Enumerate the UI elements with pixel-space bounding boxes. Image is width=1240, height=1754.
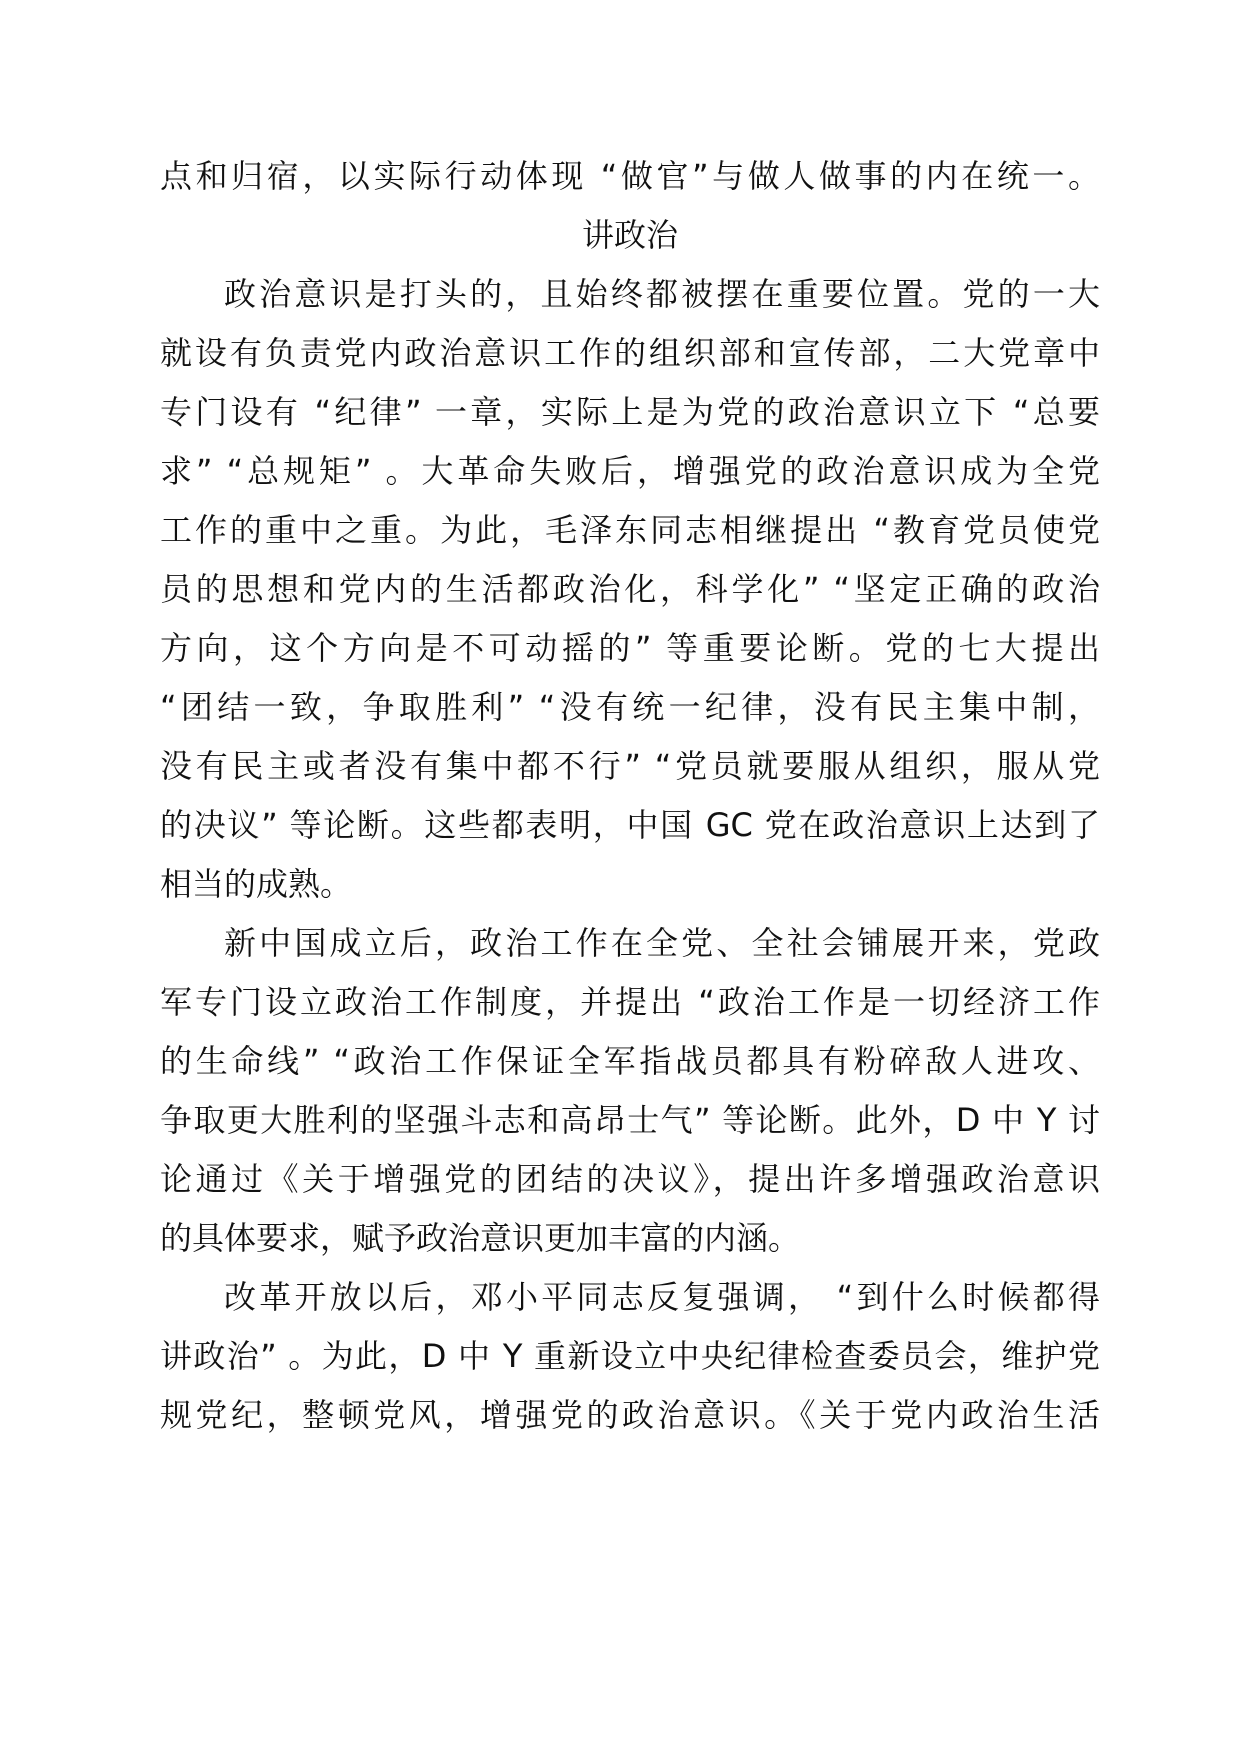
text-line: 新中国成立后，政治工作在全党、全社会铺展开来，党政: [224, 924, 1100, 962]
text-line: 军专门设立政治工作制度，并提出 “政治工作是一切经济工作: [160, 983, 1100, 1021]
text-line: 求” “总规矩” 。大革命失败后，增强党的政治意识成为全党: [160, 452, 1100, 490]
text-line: 没有民主或者没有集中都不行” “党员就要服从组织，服从党: [160, 747, 1100, 785]
text-line: 的具体要求，赋予政治意识更加丰富的内涵。: [160, 1219, 801, 1257]
text-line: 争取更大胜利的坚强斗志和高昂士气” 等论断。此外，D 中 Y 讨: [160, 1101, 1100, 1139]
text-line: 员的思想和党内的生活都政治化，科学化” “坚定正确的政治: [160, 570, 1100, 608]
section-heading: 讲政治: [581, 216, 678, 254]
text-line: 论通过《关于增强党的团结的决议》，提出许多增强政治意识: [160, 1160, 1100, 1198]
text-line: 政治意识是打头的，且始终都被摆在重要位置。党的一大: [224, 275, 1100, 313]
text-line: 规党纪，整顿党风，增强党的政治意识。《关于党内政治生活: [160, 1396, 1100, 1434]
text-line: 方向，这个方向是不可动摇的” 等重要论断。党的七大提出: [160, 629, 1100, 667]
text-line: 相当的成熟。: [160, 865, 353, 903]
text-line: 的决议” 等论断。这些都表明，中国 GC 党在政治意识上达到了: [160, 806, 1100, 844]
text-line: 就设有负责党内政治意识工作的组织部和宣传部，二大党章中: [160, 334, 1100, 372]
text-line: 点和归宿，以实际行动体现 “做官”与做人做事的内在统一。: [160, 157, 1100, 195]
text-line: 工作的重中之重。为此，毛泽东同志相继提出 “教育党员使党: [160, 511, 1100, 549]
text-line: 讲政治” 。为此，D 中 Y 重新设立中央纪律检查委员会，维护党: [160, 1337, 1100, 1375]
text-line: 的生命线” “政治工作保证全军指战员都具有粉碎敌人进攻、: [160, 1042, 1100, 1080]
text-line: “团结一致，争取胜利” “没有统一纪律，没有民主集中制，: [160, 688, 1100, 726]
text-line: 改革开放以后，邓小平同志反复强调， “到什么时候都得: [224, 1278, 1100, 1316]
text-line: 专门设有 “纪律” 一章，实际上是为党的政治意识立下 “总要: [160, 393, 1100, 431]
